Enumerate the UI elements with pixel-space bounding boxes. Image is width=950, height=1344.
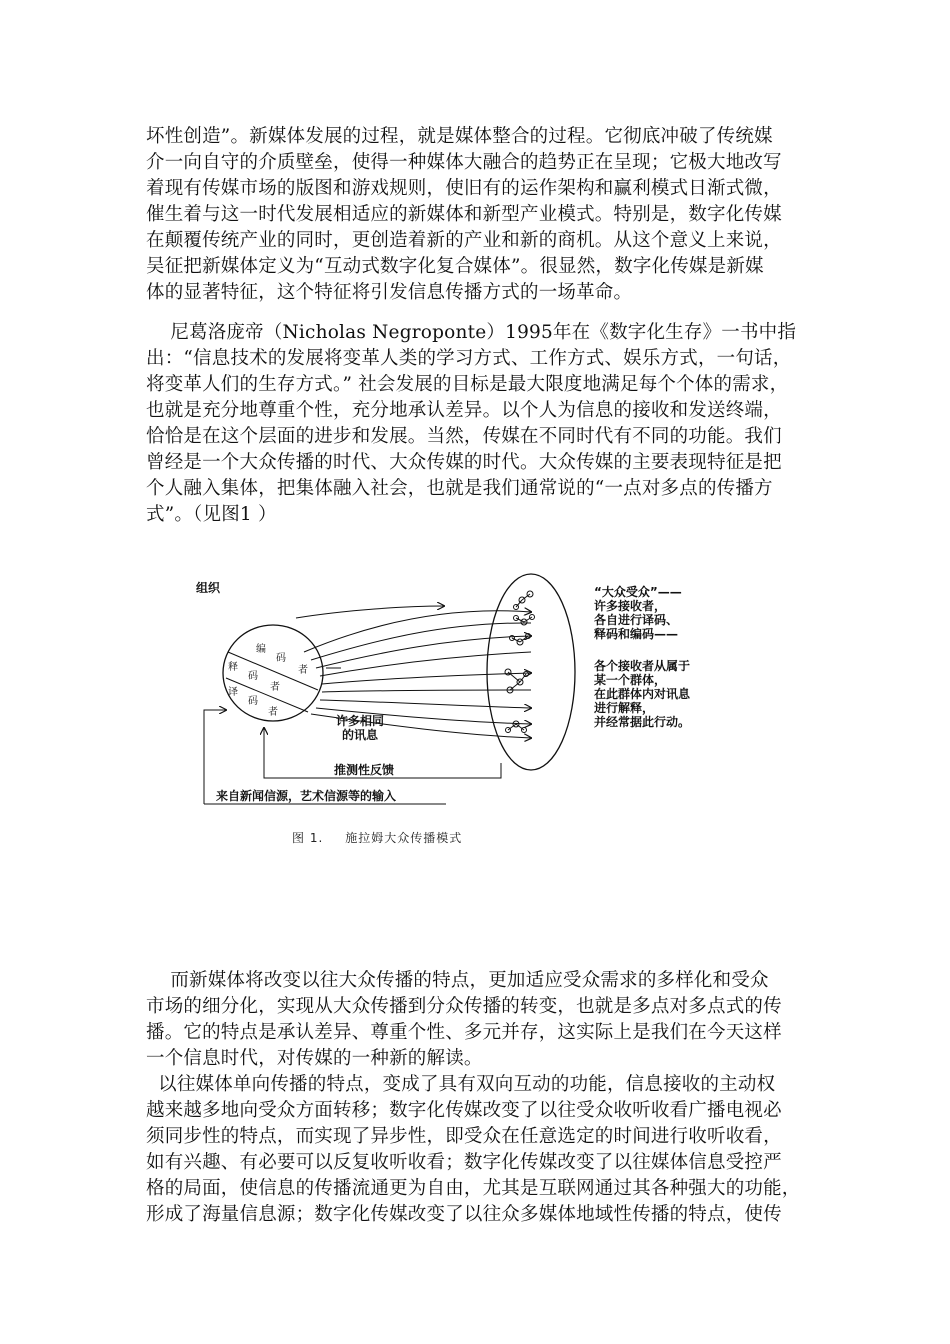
text-line: 格的局面，使信息的传播流通更为自由，尤其是互联网通过其各种强大的功能， xyxy=(146,1178,801,1199)
audience-label: “大众受众”—— xyxy=(594,585,682,599)
paragraph-4 xyxy=(146,1072,816,1228)
group-label: 在此群体内对讯息 xyxy=(594,687,691,701)
text-line: 着现有传媒市场的版图和游戏规则，使旧有的运作架构和赢利模式日渐式微， xyxy=(146,178,782,199)
text-line: 催生着与这一时代发展相适应的新媒体和新型产业模式。特别是，数字化传媒 xyxy=(146,204,782,225)
circle-label: 者 xyxy=(268,707,278,718)
circle-label: 译 xyxy=(228,687,238,698)
input-label: 来自新闻信源，艺术信源等的输入 xyxy=(216,789,397,803)
text-line: 形成了海量信息源；数字化传媒改变了以往众多媒体地域性传播的特点，使传 xyxy=(146,1204,782,1225)
text-line: 个人融入集体，把集体融入社会，也就是我们通常说的“一点对多点的传播方 xyxy=(146,478,773,499)
group-label: 进行解释， xyxy=(594,701,655,715)
text-line: 尼葛洛庞帝（Nicholas Negroponte）1995年在《数字化生存》一书中指 xyxy=(146,322,797,343)
audience-ellipse xyxy=(487,574,575,770)
text-line: 将变革人们的生存方式。” 社会发展的目标是最大限度地满足每个个体的需求， xyxy=(146,374,789,395)
feedback-label: 推测性反馈 xyxy=(334,763,395,777)
figure-caption xyxy=(292,829,484,846)
paragraph-2 xyxy=(146,320,816,528)
caption-fig-number: 图 1. xyxy=(292,831,324,845)
text-line: 曾经是一个大众传播的时代、大众传媒的时代。大众传媒的主要表现特征是把 xyxy=(146,452,782,473)
messages-label: 许多相同 xyxy=(336,714,385,728)
text-line: 坏性创造”。新媒体发展的过程，就是媒体整合的过程。它彻底冲破了传统媒 xyxy=(146,126,773,147)
caption-title: 施拉姆大众传播模式 xyxy=(345,831,463,845)
text-line: 体的显著特征，这个特征将引发信息传播方式的一场革命。 xyxy=(146,282,633,303)
audience-label: 释码和编码—— xyxy=(594,627,679,641)
circle-label: 释 xyxy=(228,662,238,673)
messages-label: 的讯息 xyxy=(342,728,379,742)
text-line: 吴征把新媒体定义为“互动式数字化复合媒体”。很显然，数字化传媒是新媒 xyxy=(146,256,764,277)
org-label: 组织 xyxy=(196,581,221,595)
audience-label: 许多接收者， xyxy=(594,599,667,613)
figure-schramm-model xyxy=(186,560,756,860)
paragraph-3 xyxy=(146,968,816,1072)
text-line: 市场的细分化，实现从大众传播到分众传播的转变，也就是多点对多点式的传 xyxy=(146,996,782,1017)
text-line: 出：“信息技术的发展将变革人类的学习方式、工作方式、娱乐方式，一句话， xyxy=(146,348,792,369)
circle-label: 码 xyxy=(248,671,258,682)
group-label: 某一个群体， xyxy=(594,673,667,687)
diagram xyxy=(186,560,756,830)
text-line: 而新媒体将改变以往大众传播的特点，更加适应受众需求的多样化和受众 xyxy=(146,970,769,991)
output-arrow xyxy=(296,606,444,618)
text-line: 在颠覆传统产业的同时，更创造着新的产业和新的商机。从这个意义上来说， xyxy=(146,230,782,251)
text-line: 以往媒体单向传播的特点，变成了具有双向互动的功能，信息接收的主动权 xyxy=(146,1074,776,1095)
paragraph-1 xyxy=(146,124,816,306)
text-line: 恰恰是在这个层面的进步和发展。当然，传媒在不同时代有不同的功能。我们 xyxy=(146,426,782,447)
circle-label: 码 xyxy=(248,696,258,707)
text-line: 也就是充分地尊重个性，充分地承认差异。以个人为信息的接收和发送终端， xyxy=(146,400,782,421)
text-line: 播。它的特点是承认差异、尊重个性、多元并存，这实际上是我们在今天这样 xyxy=(146,1022,782,1043)
text-line: 式”。（见图1 ） xyxy=(146,504,277,525)
group-label: 各个接收者从属于 xyxy=(594,659,691,673)
text-line: 一个信息时代，对传媒的一种新的解读。 xyxy=(146,1048,483,1069)
text-line: 越来越多地向受众方面转移；数字化传媒改变了以往受众收听收看广播电视必 xyxy=(146,1100,782,1121)
circle-label: 者 xyxy=(270,682,280,693)
circle-label: 编 xyxy=(256,644,266,655)
group-label: 并经常据此行动。 xyxy=(594,715,691,729)
audience-label: 各自进行译码、 xyxy=(594,613,679,627)
text-line: 须同步性的特点，而实现了异步性，即受众在任意选定的时间进行收听收看， xyxy=(146,1126,782,1147)
text-line: 介一向自守的介质壁垒，使得一种媒体大融合的趋势正在呈现；它极大地改写 xyxy=(146,152,782,173)
circle-label: 码 xyxy=(276,653,286,664)
text-line: 如有兴趣、有必要可以反复收听收看；数字化传媒改变了以往媒体信息受控严 xyxy=(146,1152,782,1173)
circle-label: 者 xyxy=(298,665,308,676)
